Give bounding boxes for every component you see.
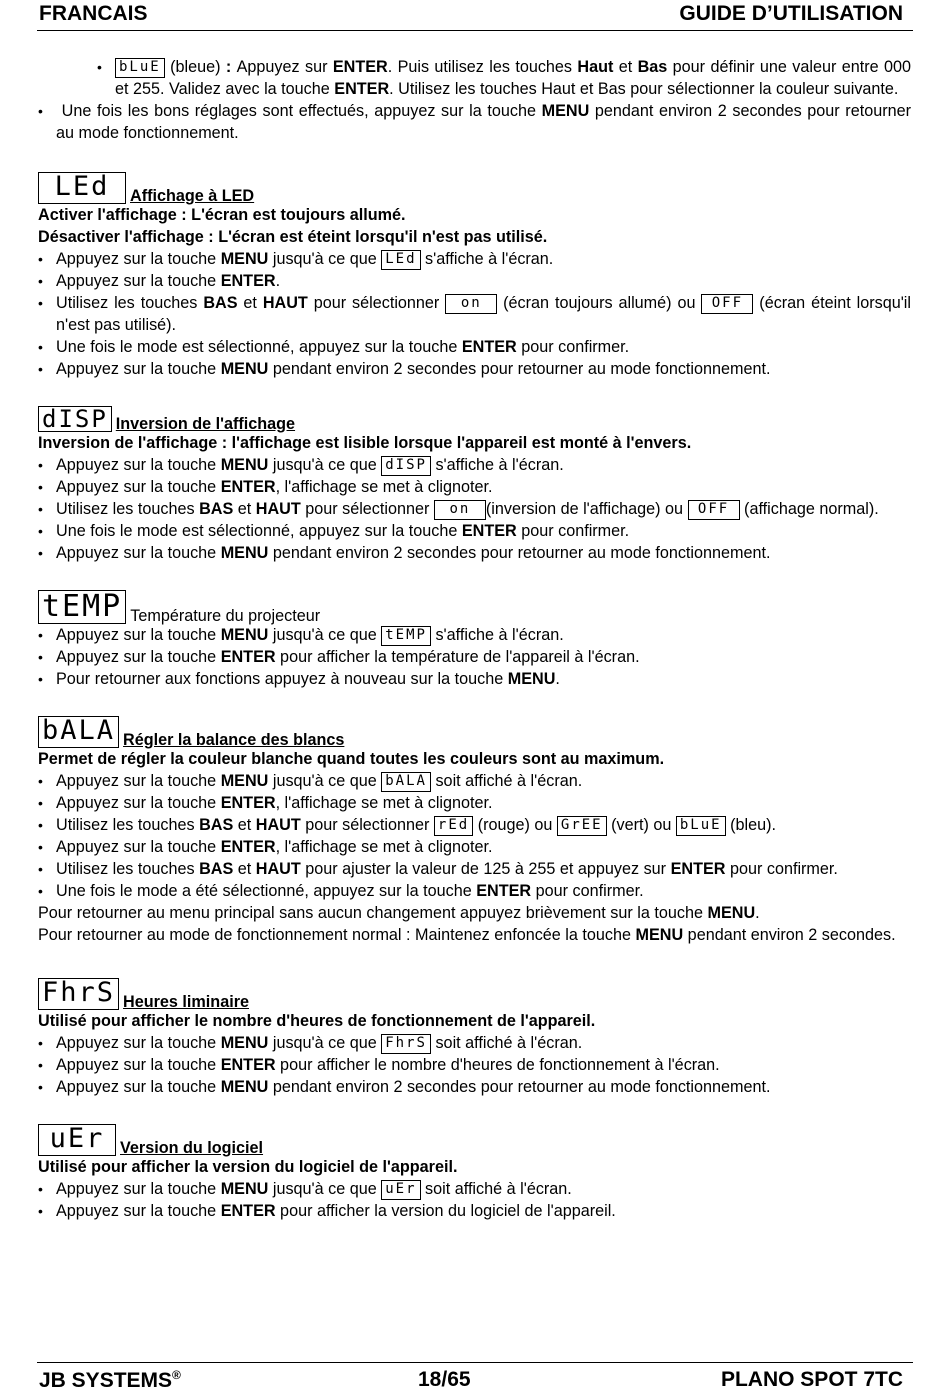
section-heading: Régler la balance des blancs [123,731,345,749]
list-item [38,858,911,880]
text-run: s'affiche à l'écran. [420,250,554,268]
text-run: pour confirmer. [531,882,644,900]
text-run: Appuyez sur la touche [56,838,221,856]
text-run: : [225,58,237,76]
text-run: pour sélectionner [300,500,434,518]
footer-brand [39,1368,181,1393]
text-run: Appuyez sur la touche [56,1180,221,1198]
text-run: Utilisez les touches [56,294,204,312]
text-run: pour confirmer. [725,860,838,878]
text-run: Appuyez sur la touche [56,1078,221,1096]
list-item [38,542,911,564]
text-run: HAUT [255,500,301,518]
text-run: ENTER [220,478,276,496]
lcd-bala-display: bALA [38,716,119,748]
text-run: (bleue) [164,58,226,76]
text-run: , l'affichage se met à clignoter. [275,794,493,812]
list-item [38,646,911,668]
section-heading: Heures liminaire [123,993,249,1011]
text-run: jusqu'à ce que [268,772,382,790]
list-item [38,836,911,858]
text-run: Pour retourner aux fonctions appuyez à nouveau sur la touche [56,670,508,688]
text-run: Utilisé pour afficher la version du logiciel de l'appareil. [38,1158,458,1176]
text-run: ® [172,1368,181,1382]
lcd-temp-small: tEMP [381,626,431,646]
text-run: (inversion de l'affichage) ou [485,500,688,518]
lcd-on: on [445,294,497,314]
text-run: , l'affichage se met à clignoter. [275,478,493,496]
lcd-temp-display: tEMP [38,590,126,624]
text-run: pour sélectionner [300,816,434,834]
lcd-green: GrEE [557,816,607,836]
list-item [38,1178,911,1200]
list-item [38,520,911,542]
text-run: Bas [637,58,668,76]
text-run: Permet de régler la couleur blanche quand toutes les couleurs sont au maximum. [38,750,665,768]
text-run: Utilisé pour afficher le nombre d'heures de fonctionnement de l'appareil. [38,1012,596,1030]
text-run: Appuyez sur la touche [56,626,221,644]
section-heading: Température du projecteur [130,607,321,625]
lcd-led-display: LEd [38,172,126,204]
lcd-on: on [434,500,486,520]
text-run: MENU [220,456,269,474]
section-title [38,172,911,204]
text-run: Appuyez sur la touche [56,1202,221,1220]
text-run: (écran toujours allumé) ou [497,294,702,312]
list-item [38,248,911,270]
list-item [38,1054,911,1076]
section-bala [38,716,911,946]
text-run: pendant environ 2 secondes pour retourner au mode fonctionnement. [56,102,911,142]
text-run: MENU [220,1034,269,1052]
text-run: Appuyez sur la touche [56,250,221,268]
list-item [95,56,911,100]
text-run: pour définir une valeur entre 000 et 255. Validez avec la touche [115,58,911,98]
page-number: 18/65 [418,1368,471,1391]
lcd-led-small: LEd [381,250,420,270]
text-run: soit affiché à l'écran. [430,772,583,790]
text-run: BAS [199,816,234,834]
text-run: jusqu'à ce que [268,250,382,268]
text-run: MENU [707,904,756,922]
list-item [38,358,911,380]
section-title [38,978,911,1010]
text-run: et [237,294,263,312]
list-item [38,1032,911,1054]
text-run: Appuyez sur la touche [56,1056,221,1074]
text-run: HAUT [262,294,308,312]
text-run: . Puis utilisez les touches [387,58,578,76]
text-run: ENTER [220,1056,276,1074]
section-heading: Affichage à LED [130,187,255,205]
text-run: Une fois les bons réglages sont effectués, appuyez sur la touche [61,102,542,120]
list-item [38,1076,911,1098]
list-item [38,454,911,476]
text-run: jusqu'à ce que [268,456,382,474]
text-run: jusqu'à ce que [268,1034,382,1052]
header-language: FRANCAIS [39,2,148,25]
text-run: Utilisez les touches [56,816,200,834]
text-run: Utilisez les touches [56,860,200,878]
text-run: MENU [220,544,269,562]
text-run: pour confirmer. [516,338,630,356]
lcd-uer-small: uEr [381,1180,420,1200]
list-item [38,100,911,144]
text-run: jusqu'à ce que [268,1180,382,1198]
lcd-red: rEd [434,816,473,836]
text-run: Haut [577,58,614,76]
text-run: pour ajuster la valeur de 125 à 255 et appuyez sur [300,860,671,878]
text-run: ENTER [461,522,517,540]
section-title [38,1124,911,1156]
lcd-disp-display: dISP [38,406,112,432]
lcd-blue-display: bLuE [115,58,165,78]
section-uer [38,1124,911,1222]
text-run: (écran éteint lorsqu'il n'est pas utilisé). [56,294,911,334]
list-item [38,292,911,336]
intro-list-2 [38,100,911,144]
text-run: MENU [220,1078,269,1096]
lcd-fhrs-small: FhrS [381,1034,431,1054]
text-run: ENTER [220,272,276,290]
text-run: ENTER [476,882,532,900]
text-run: MENU [541,102,590,120]
text-run: , l'affichage se met à clignoter. [275,838,493,856]
text-run: Appuyez sur la touche [56,648,221,666]
text-run: s'affiche à l'écran. [430,456,564,474]
text-run: . [755,904,760,922]
text-run: Pour retourner au menu principal sans aucun changement appuyez brièvement sur la touche [38,904,708,922]
text-run: MENU [220,1180,269,1198]
list-item [38,814,911,836]
text-run: MENU [220,626,269,644]
text-run: ENTER [220,648,276,666]
list-item [38,1200,911,1222]
text-run: (vert) ou [606,816,676,834]
text-run: Appuyez sur la touche [56,544,221,562]
text-run: ENTER [220,838,276,856]
text-run: ENTER [332,58,388,76]
text-run: et [233,500,256,518]
section-title [38,406,911,432]
text-run: MENU [220,250,269,268]
list-item [38,770,911,792]
list-item [38,476,911,498]
text-run: . [275,272,281,290]
list-item [38,498,911,520]
section-heading: Inversion de l'affichage [115,415,296,433]
text-run: Pour retourner au mode de fonctionnement normal : Maintenez enfoncée la touche [38,926,636,944]
text-run: Appuyez sur la touche [56,272,221,290]
text-run: Une fois le mode a été sélectionné, appuyez sur la touche [56,882,477,900]
section-temp [38,590,911,690]
text-run: pendant environ 2 secondes. [683,926,896,944]
text-run: MENU [507,670,556,688]
text-run: pendant environ 2 secondes pour retourner au mode fonctionnement. [268,360,771,378]
lcd-disp-small: dISP [381,456,431,476]
text-run: ENTER [461,338,517,356]
text-run: Activer l'affichage : L'écran est toujours allumé. [38,206,406,224]
text-run: ENTER [220,1202,276,1220]
text-run: soit affiché à l'écran. [420,1180,572,1198]
lcd-off: OFF [688,500,740,520]
section-heading: Version du logiciel [120,1139,264,1157]
text-run: Appuyez sur la touche [56,794,221,812]
text-run: Appuyez sur la touche [56,772,221,790]
text-run: BAS [203,294,238,312]
paragraph [38,924,911,946]
lcd-uer-display: uEr [38,1124,116,1156]
text-run: ENTER [220,794,276,812]
text-run: pour afficher la température de l'appareil à l'écran. [275,648,640,666]
text-run: Désactiver l'affichage : L'écran est éteint lorsqu'il n'est pas utilisé. [38,228,548,246]
footer-product: PLANO SPOT 7TC [720,1368,903,1391]
text-run: et [233,860,256,878]
text-run: BAS [199,500,234,518]
text-run: pour afficher le nombre d'heures de fonctionnement à l'écran. [275,1056,720,1074]
text-run: Appuyez sur [236,58,333,76]
text-run: et [613,58,638,76]
lcd-bala-small: bALA [381,772,431,792]
text-run: pendant environ 2 secondes pour retourner au mode fonctionnement. [268,544,771,562]
text-run: JB SYSTEMS [39,1369,173,1392]
text-run: pendant environ 2 secondes pour retourner au mode fonctionnement. [268,1078,771,1096]
list-item [38,668,911,690]
text-run: MENU [635,926,684,944]
paragraph [38,902,911,924]
list-item [38,270,911,292]
text-run: pour confirmer. [516,522,630,540]
list-item [38,792,911,814]
lcd-off: OFF [701,294,753,314]
section-title [38,716,911,748]
text-run: HAUT [255,816,301,834]
text-run: Une fois le mode est sélectionné, appuyez sur la touche [56,338,462,356]
text-run: ENTER [334,80,390,98]
intro-list [95,56,911,100]
text-run: Une fois le mode est sélectionné, appuyez sur la touche [56,522,462,540]
text-run: (bleu). [725,816,776,834]
text-run: soit affiché à l'écran. [430,1034,583,1052]
section-title [38,590,911,624]
section-fhrs [38,978,911,1098]
text-run: Utilisez les touches [56,500,200,518]
text-run: HAUT [255,860,301,878]
text-run: s'affiche à l'écran. [430,626,564,644]
header-guide-title: GUIDE D’UTILISATION [679,2,903,25]
lcd-blue: bLuE [676,816,726,836]
text-run: pour sélectionner [307,294,446,312]
lcd-fhrs-display: FhrS [38,978,119,1010]
text-run: (rouge) ou [473,816,557,834]
text-run: Inversion de l'affichage : l'affichage est lisible lorsque l'appareil est monté à l'envers. [38,434,692,452]
page-header [37,0,913,31]
text-run: BAS [199,860,234,878]
list-item [38,336,911,358]
text-run: . Utilisez les touches Haut et Bas pour sélectionner la couleur suivante. [389,80,899,98]
text-run: Appuyez sur la touche [56,478,221,496]
text-run: (affichage normal). [739,500,879,518]
text-run: . [555,670,560,688]
text-run: MENU [220,772,269,790]
text-run: Appuyez sur la touche [56,456,221,474]
text-run: MENU [220,360,269,378]
text-run: Appuyez sur la touche [56,360,221,378]
text-run: pour afficher la version du logiciel de l'appareil. [275,1202,616,1220]
text-run: Appuyez sur la touche [56,1034,221,1052]
section-disp [38,406,911,564]
page-footer [37,1362,913,1397]
list-item [38,624,911,646]
text-run: et [233,816,256,834]
list-item [38,880,911,902]
text-run: ENTER [670,860,726,878]
page-content [38,56,911,1222]
section-led [38,172,911,380]
text-run: jusqu'à ce que [268,626,382,644]
